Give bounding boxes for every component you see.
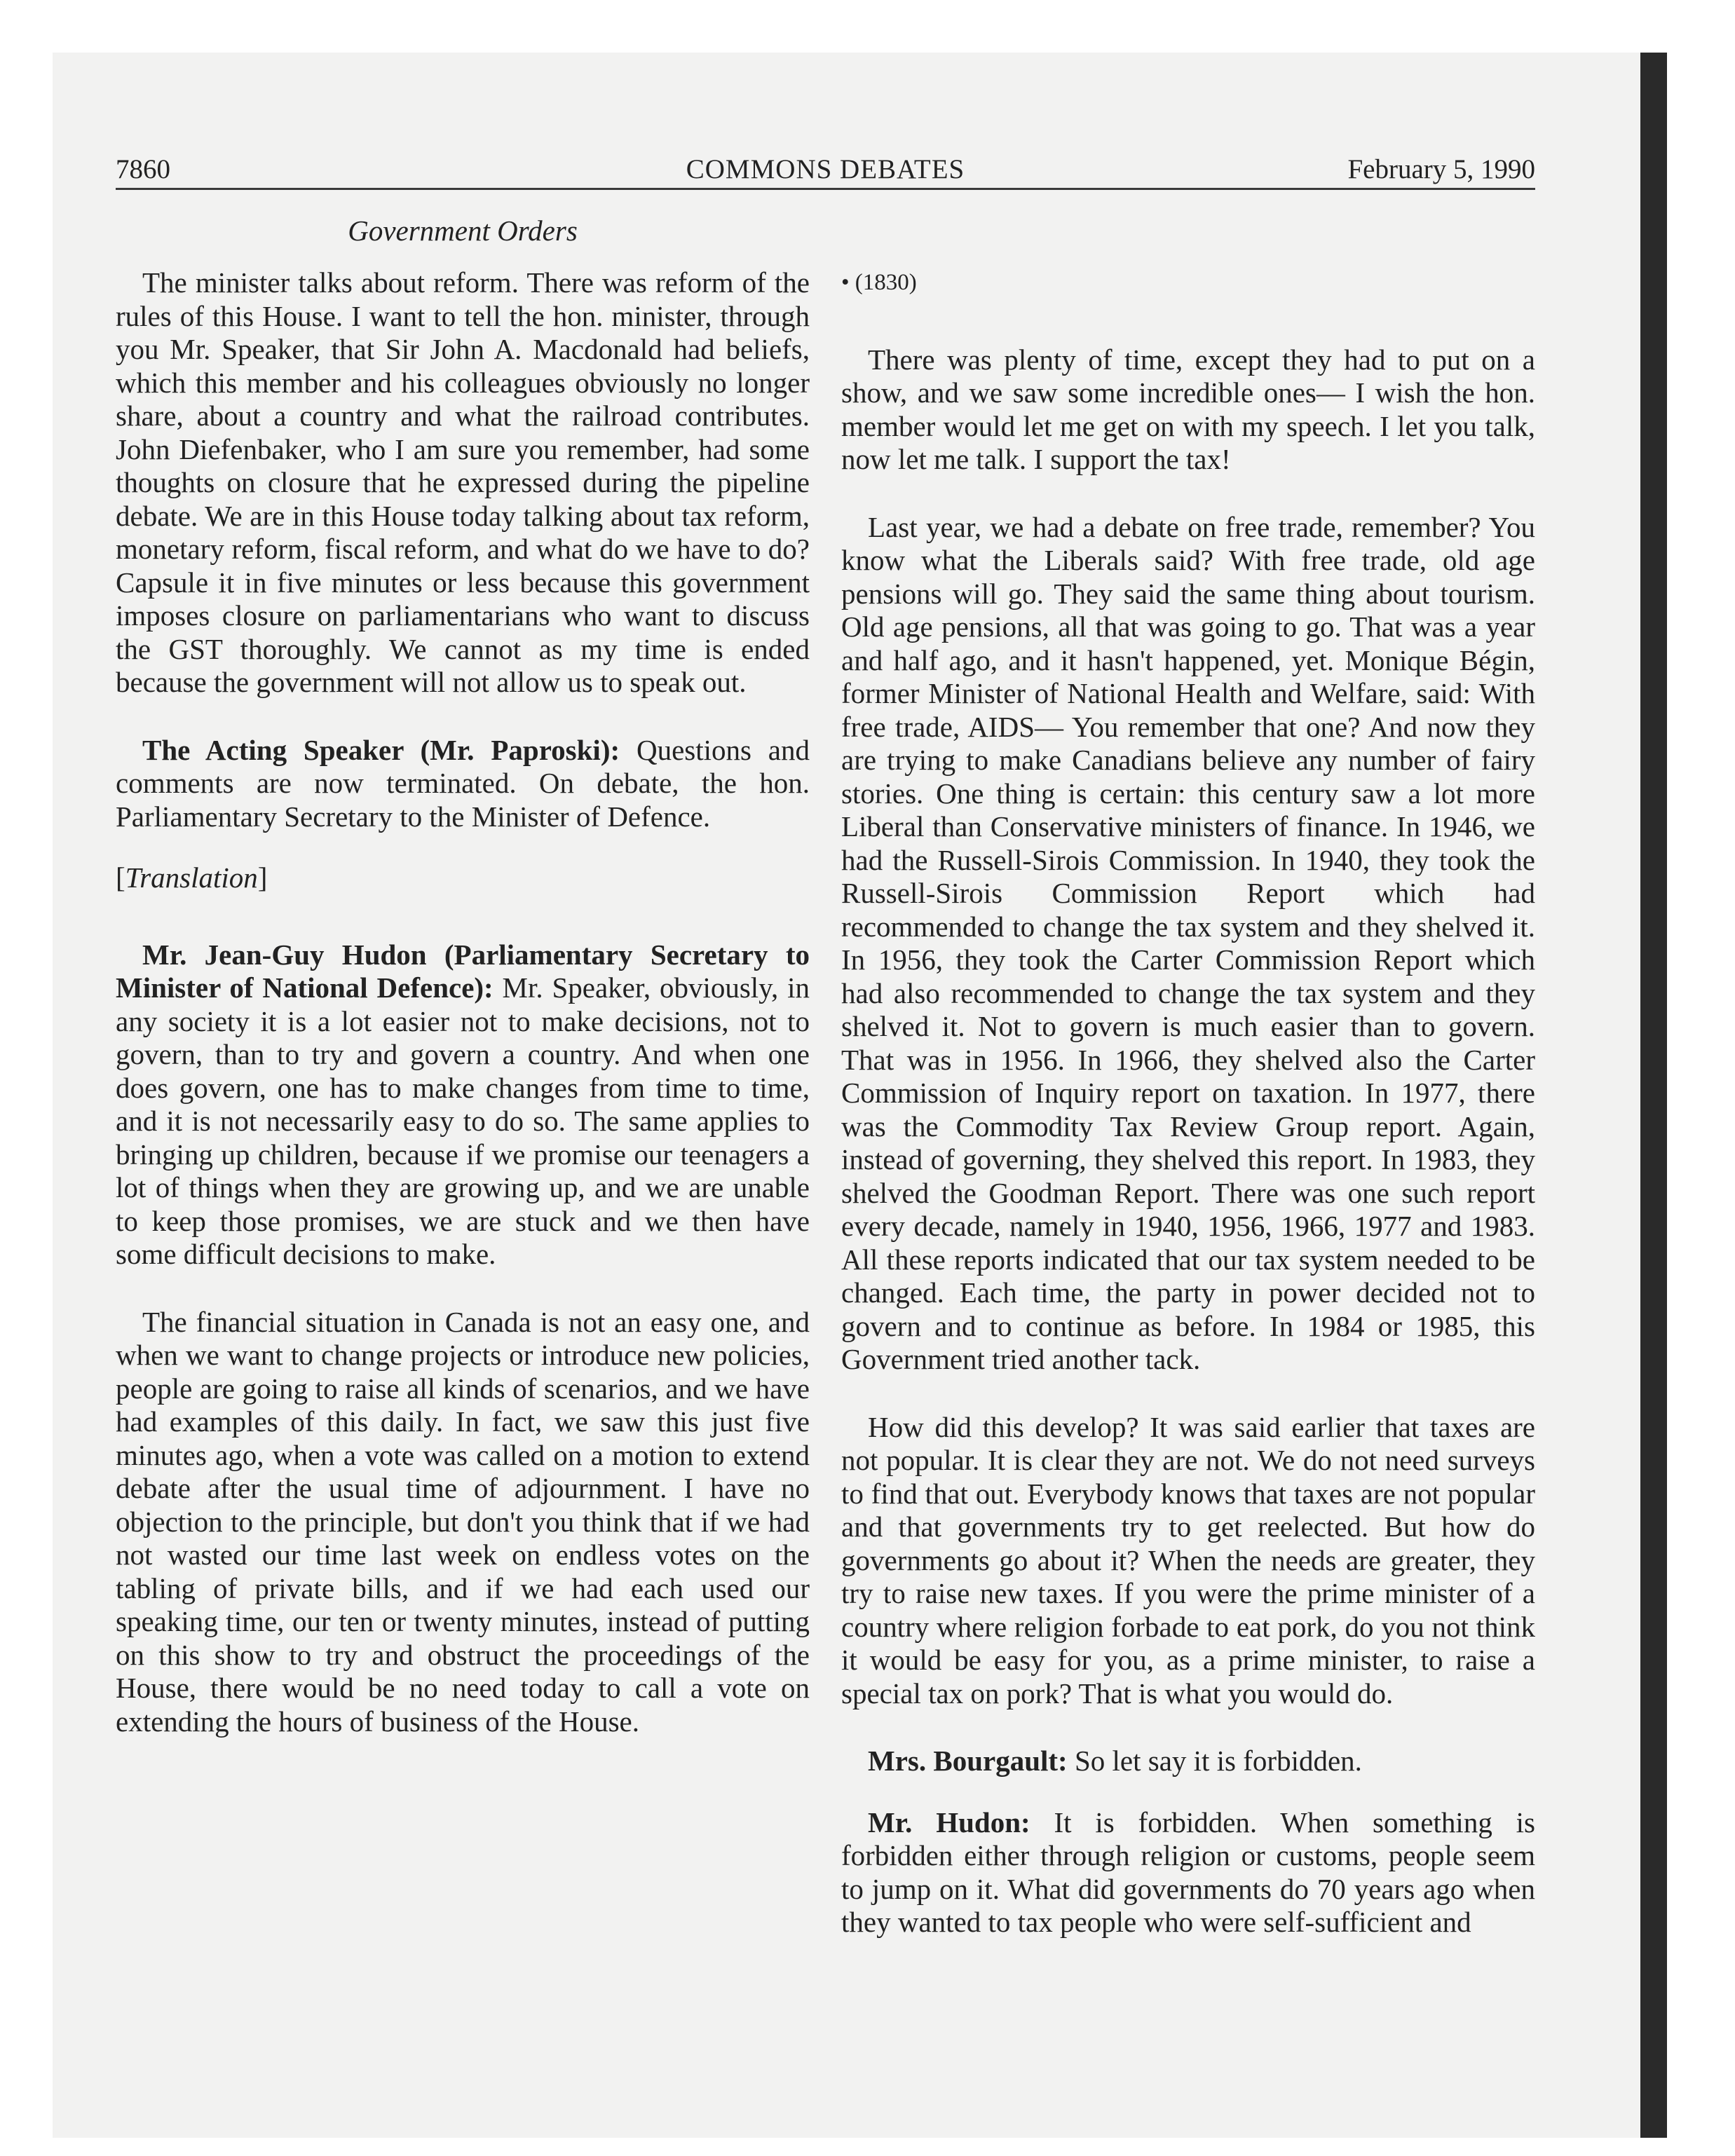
paragraph [841, 1745, 1535, 1778]
page-number: 7860 [116, 154, 170, 184]
paragraph-text: So let say it is forbidden. [1067, 1745, 1362, 1777]
header-rule [116, 188, 1535, 190]
bracket-close: ] [257, 861, 268, 894]
publication-title: COMMONS DEBATES [686, 154, 965, 184]
paragraph: How did this develop? It was said earlier that taxes are not popular. It is clear they are not. We do not need surveys to find that out. Everybody knows that taxes are not popular and that governments try to get reelected. But how do governments go about it? When the needs are greater, they try to raise new taxes. If you were the prime minister of a country where religion forbade to eat pork, do you not think it would be easy for you, as a prime minister, to raise a special tax on pork? That is what you would do. [841, 1410, 1535, 1710]
paragraph [116, 939, 810, 1271]
paragraph-text: It is forbidden. When something is forbidden either through religion or customs, people seem to jump on it. What did governments do 70 years ago when they wanted to tax people who were self-sufficient and [841, 1806, 1535, 1938]
paragraph: The minister talks about reform. There was reform of the rules of this House. I want to tell the hon. minister, through you Mr. Speaker, that Sir John A. Macdonald had beliefs, which this member and his colleagues obviously no longer share, about a country and what the railroad contributes. John Diefenbaker, who I am sure you remember, had some thoughts on closure that he expressed during the pipeline debate. We are in this House today talking about tax reform, monetary reform, fiscal reform, and what do we have to do? Capsule it in five minutes or less because this government imposes closure on parliamentarians who want to discuss the GST thoroughly. We cannot as my time is ended because the government will not allow us to speak out. [116, 266, 810, 698]
page-date: February 5, 1990 [1347, 154, 1535, 184]
paragraph [116, 734, 810, 834]
bracket-open: [ [116, 861, 125, 894]
speaker-name: The Acting Speaker (Mr. Paproski): [142, 733, 620, 766]
left-column [116, 266, 810, 1773]
speaker-name: Mr. Jean-Guy Hudon (Parliamentary Secretary to Minister of National Defence): [116, 938, 810, 1004]
paragraph-text: Mr. Speaker, obviously, in any society it is a lot easier not to make decisions, not to govern, than to try and govern a country. And when one does govern, one has to make changes from time to time, and it is not necessarily easy to do so. The same applies to bringing up children, because if we promise our teenagers a lot of things when they are growing up, and we are unable to keep those promises, we are stuck and we then have some difficult decisions to make. [116, 971, 810, 1270]
speaker-name: Mrs. Bourgault: [868, 1745, 1068, 1777]
section-title: Government Orders [348, 214, 578, 247]
speaker-name: Mr. Hudon: [868, 1806, 1030, 1838]
paragraph: Last year, we had a debate on free trade, remember? You know what the Liberals said? With free trade, old age pensions will go. They said the same thing about tourism. Old age pensions, all that was going to go. That was a year and half ago, and it hasn't happened, yet. Monique Bégin, former Minister of National Health and Welfare, said: With free trade, AIDS— You remember that one? And now they are trying to make Canadians believe any number of fairy stories. One thing is certain: this century saw a lot more Liberal than Conservative ministers of finance. In 1946, we had the Russell-Sirois Commission. In 1940, they took the Russell-Sirois Commission Report which had recommended to change the tax system and they shelved it. In 1956, they took the Carter Commission Report which had also recommended to change the tax system and they shelved it. Not to govern is much easier than to govern. That was in 1956. In 1966, they shelved also the Carter Commission of Inquiry report on taxation. In 1977, there was the Commodity Tax Review Group report. Again, instead of governing, they shelved this report. In 1983, they shelved the Goodman Report. There was one such report every decade, namely in 1940, 1956, 1966, 1977 and 1983. All these reports indicated that our tax system needed to be changed. Each time, the party in power decided not to govern and to continue as before. In 1984 or 1985, this Government tried another tack. [841, 510, 1535, 1375]
paragraph-text: Questions and comments are now terminated. On debate, the hon. Parliamentary Secretary to the Minister of Defence. [116, 733, 810, 833]
paragraph [841, 1806, 1535, 1939]
right-column [841, 266, 1535, 1974]
paragraph: The financial situation in Canada is not an easy one, and when we want to change projects or introduce new policies, people are going to raise all kinds of scenarios, and we have had examples of this daily. In fact, we saw this just five minutes ago, when a vote was called on a motion to extend debate after the usual time of adjournment. I have no objection to the principle, but don't you think that if we had not wasted our time last week on endless votes on the tabling of private bills, and if we had each used our speaking time, our ten or twenty minutes, instead of putting on this show to try and obstruct the proceedings of the House, there would be no need today to call a vote on extending the hours of business of the House. [116, 1305, 810, 1738]
scan-edge [1640, 53, 1667, 2138]
translation-label: Translation [125, 861, 258, 894]
page-header [116, 140, 1535, 189]
time-marker: • (1830) [841, 270, 917, 295]
translation-note [116, 861, 810, 895]
paragraph: There was plenty of time, except they had to put on a show, and we saw some incredible ones— I wish the hon. member would let me get on with my speech. I let you talk, now let me talk. I support the tax! [841, 343, 1535, 475]
